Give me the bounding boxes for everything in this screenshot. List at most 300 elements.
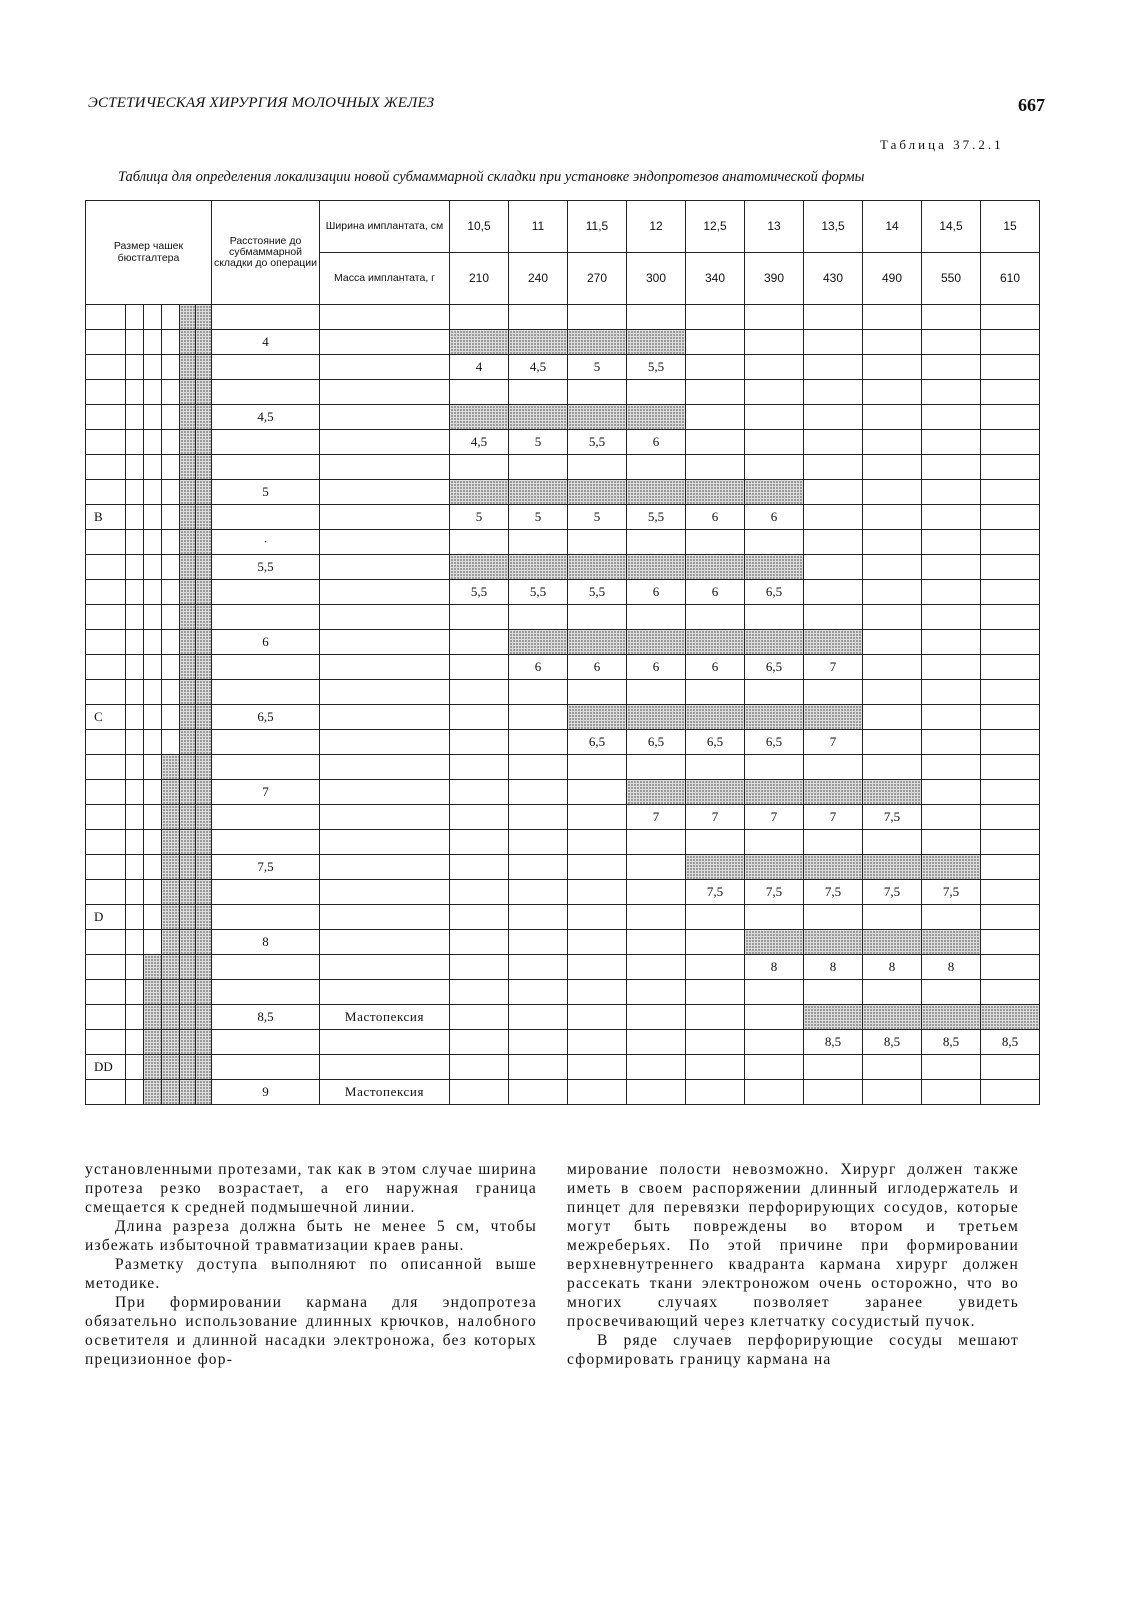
value-cell [745,780,804,805]
value-cell [509,530,568,555]
distance-cell [212,1055,320,1080]
distance-cell [212,730,320,755]
value-cell [981,755,1040,780]
value-cell [804,705,863,730]
value-cell [627,980,686,1005]
value-cell [981,605,1040,630]
distance-cell [212,505,320,530]
table-row [86,830,1040,855]
value-cell: 7 [804,655,863,680]
table-row [86,1080,1040,1105]
cup-size-cell [86,305,126,330]
value-cell [922,530,981,555]
stripe-cell [162,1055,180,1080]
header-width: 13 [745,201,804,253]
stripe-cell [196,930,212,955]
value-cell [863,905,922,930]
table-row [86,930,1040,955]
stripe-cell [180,1005,196,1030]
stripe-cell [196,355,212,380]
cup-size-cell [86,380,126,405]
value-cell [627,605,686,630]
table-row [86,705,1040,730]
value-cell [745,1055,804,1080]
value-cell [450,980,509,1005]
value-cell [509,830,568,855]
distance-cell [212,380,320,405]
value-cell [804,530,863,555]
stripe-cell [162,580,180,605]
header-width: 10,5 [450,201,509,253]
stripe-cell [126,1005,144,1030]
value-cell [568,705,627,730]
distance-cell [212,580,320,605]
body-paragraph: мирование полости невозможно. Хирург должен также иметь в своем распоряжении длинный иглодержатель и пинцет для перевязки перфорирующих сосудов, которые могут быть повреждены во втором и третьем межреберьях. По этой причине при формировании верхневнутреннего квадранта кармана хирург должен рассекать ткани электроножом очень осторожно, что во многих случаях позволяет заранее увидеть просвечивающий через клетчатку сосудистый пучок. [567,1161,1019,1330]
note-cell [320,780,450,805]
note-cell [320,855,450,880]
stripe-cell [162,755,180,780]
stripe-cell [162,380,180,405]
value-cell [745,530,804,555]
stripe-cell [144,480,162,505]
value-cell [804,380,863,405]
note-cell [320,555,450,580]
value-cell [627,630,686,655]
stripe-cell [180,805,196,830]
value-cell [686,405,745,430]
value-cell [509,1005,568,1030]
stripe-cell [180,880,196,905]
value-cell: 5 [568,355,627,380]
value-cell [863,1055,922,1080]
stripe-cell [144,780,162,805]
note-cell [320,630,450,655]
table-row [86,855,1040,880]
header-width: 14,5 [922,201,981,253]
value-cell [568,880,627,905]
stripe-cell [162,455,180,480]
note-cell [320,755,450,780]
note-cell [320,480,450,505]
stripe-cell [162,1030,180,1055]
value-cell [922,355,981,380]
cup-size-cell [86,430,126,455]
stripe-cell [126,355,144,380]
value-cell [922,455,981,480]
note-cell [320,705,450,730]
value-cell [450,755,509,780]
stripe-cell [126,930,144,955]
stripe-cell [144,1080,162,1105]
value-cell [450,730,509,755]
value-cell [922,655,981,680]
stripe-cell [162,1080,180,1105]
stripe-cell [162,630,180,655]
stripe-cell [144,355,162,380]
value-cell [922,730,981,755]
stripe-cell [180,355,196,380]
note-cell [320,1055,450,1080]
table-row [86,355,1040,380]
stripe-cell [180,1055,196,1080]
table-row [86,480,1040,505]
value-cell: 6 [568,655,627,680]
value-cell [509,805,568,830]
value-cell [922,1055,981,1080]
value-cell: 5,5 [509,580,568,605]
stripe-cell [144,530,162,555]
value-cell [981,580,1040,605]
cup-size-cell [86,730,126,755]
note-cell [320,930,450,955]
value-cell [627,555,686,580]
stripe-cell [126,705,144,730]
value-cell [981,655,1040,680]
value-cell: 6 [627,580,686,605]
stripe-cell [196,505,212,530]
value-cell [627,480,686,505]
value-cell [981,730,1040,755]
value-cell [686,980,745,1005]
value-cell [568,480,627,505]
distance-cell: 5 [212,480,320,505]
value-cell [804,1005,863,1030]
stripe-cell [196,455,212,480]
value-cell [981,480,1040,505]
header-mass-label: Масса имплантата, г [320,253,450,305]
distance-cell: 9 [212,1080,320,1105]
distance-cell [212,805,320,830]
value-cell [863,855,922,880]
value-cell [686,1055,745,1080]
cup-size-cell [86,405,126,430]
value-cell [804,605,863,630]
cup-size-cell [86,1030,126,1055]
value-cell [509,980,568,1005]
stripe-cell [180,930,196,955]
value-cell [627,1080,686,1105]
header-mass: 610 [981,253,1040,305]
stripe-cell [126,980,144,1005]
value-cell [686,1005,745,1030]
value-cell [863,705,922,730]
stripe-cell [180,1080,196,1105]
value-cell [686,530,745,555]
value-cell [686,755,745,780]
note-cell [320,355,450,380]
value-cell [745,330,804,355]
table-body [86,305,1040,1105]
value-cell [922,980,981,1005]
value-cell: 5 [450,505,509,530]
stripe-cell [180,405,196,430]
cup-size-cell [86,880,126,905]
note-cell [320,830,450,855]
stripe-cell [196,1080,212,1105]
stripe-cell [196,605,212,630]
cup-size-cell [86,530,126,555]
value-cell [450,855,509,880]
table-row [86,430,1040,455]
value-cell [981,455,1040,480]
value-cell [627,930,686,955]
value-cell [863,380,922,405]
value-cell [981,1055,1040,1080]
distance-cell [212,655,320,680]
value-cell: 8 [804,955,863,980]
value-cell [568,930,627,955]
value-cell [450,805,509,830]
value-cell [922,580,981,605]
value-cell [922,555,981,580]
distance-cell: 8 [212,930,320,955]
value-cell: 6,5 [627,730,686,755]
value-cell [450,305,509,330]
value-cell [450,680,509,705]
value-cell: 6 [686,655,745,680]
table-row [86,905,1040,930]
stripe-cell [180,705,196,730]
stripe-cell [126,880,144,905]
value-cell [568,830,627,855]
table-row [86,555,1040,580]
value-cell [981,880,1040,905]
header-mass: 490 [863,253,922,305]
value-cell [863,405,922,430]
cup-size-cell [86,680,126,705]
cup-size-cell [86,805,126,830]
cup-size-cell: D [86,905,126,930]
stripe-cell [196,730,212,755]
value-cell [922,780,981,805]
stripe-cell [162,1005,180,1030]
value-cell [922,755,981,780]
value-cell [568,805,627,830]
stripe-cell [126,630,144,655]
stripe-cell [144,580,162,605]
value-cell [863,505,922,530]
header-mass: 550 [922,253,981,305]
value-cell [450,405,509,430]
value-cell [568,780,627,805]
value-cell [627,1005,686,1030]
value-cell: 5,5 [568,580,627,605]
stripe-cell [144,830,162,855]
value-cell: 7 [686,805,745,830]
stripe-cell [196,905,212,930]
value-cell [863,830,922,855]
value-cell [686,305,745,330]
note-cell [320,880,450,905]
value-cell [745,755,804,780]
value-cell [450,930,509,955]
stripe-cell [196,880,212,905]
value-cell [981,955,1040,980]
stripe-cell [196,1030,212,1055]
value-cell [745,555,804,580]
cup-size-cell [86,780,126,805]
value-cell [804,405,863,430]
value-cell [863,780,922,805]
value-cell [804,480,863,505]
stripe-cell [126,305,144,330]
value-cell [450,780,509,805]
stripe-cell [126,830,144,855]
stripe-cell [144,555,162,580]
header-width: 12,5 [686,201,745,253]
value-cell [568,855,627,880]
value-cell [804,905,863,930]
value-cell [509,855,568,880]
stripe-cell [126,805,144,830]
value-cell [981,930,1040,955]
value-cell [450,605,509,630]
cup-size-cell [86,455,126,480]
value-cell [981,805,1040,830]
value-cell [981,980,1040,1005]
value-cell [981,380,1040,405]
stripe-cell [126,680,144,705]
stripe-cell [196,555,212,580]
value-cell [627,880,686,905]
stripe-cell [180,755,196,780]
distance-cell: 4 [212,330,320,355]
value-cell [745,855,804,880]
value-cell [745,1030,804,1055]
note-cell [320,505,450,530]
stripe-cell [162,505,180,530]
value-cell [450,530,509,555]
value-cell: 6,5 [745,655,804,680]
note-cell [320,980,450,1005]
value-cell: 8,5 [863,1030,922,1055]
stripe-cell [144,605,162,630]
value-cell [922,705,981,730]
value-cell: 4 [450,355,509,380]
stripe-cell [144,1055,162,1080]
cup-size-cell: DD [86,1055,126,1080]
value-cell [627,855,686,880]
value-cell [981,905,1040,930]
table-row [86,755,1040,780]
value-cell [568,955,627,980]
value-cell [981,330,1040,355]
distance-cell [212,1030,320,1055]
value-cell [627,330,686,355]
stripe-cell [162,530,180,555]
value-cell [804,455,863,480]
value-cell [981,530,1040,555]
value-cell [745,455,804,480]
stripe-cell [196,430,212,455]
table-caption: Таблица для определения локализации новой субмаммарной складки при установке эндопротезов анатомической формы [118,169,865,185]
value-cell: 5 [509,430,568,455]
value-cell: 6 [627,655,686,680]
header-width: 13,5 [804,201,863,253]
value-cell [627,780,686,805]
value-cell [450,630,509,655]
stripe-cell [180,830,196,855]
value-cell [509,905,568,930]
value-cell [627,1030,686,1055]
stripe-cell [196,330,212,355]
stripe-cell [196,805,212,830]
value-cell [509,380,568,405]
value-cell [686,680,745,705]
value-cell [745,905,804,930]
table-row [86,455,1040,480]
body-paragraph: Длина разреза должна быть не менее 5 см, чтобы избежать избыточной травматизации краев раны. [85,1218,537,1254]
distance-cell [212,680,320,705]
value-cell [627,305,686,330]
stripe-cell [180,855,196,880]
value-cell [627,405,686,430]
value-cell [981,405,1040,430]
stripe-cell [126,505,144,530]
stripe-cell [162,330,180,355]
distance-cell [212,430,320,455]
value-cell [627,530,686,555]
value-cell: 6,5 [568,730,627,755]
value-cell [922,430,981,455]
value-cell: 7 [745,805,804,830]
value-cell [922,830,981,855]
table-row [86,305,1040,330]
value-cell [922,1005,981,1030]
value-cell [745,605,804,630]
note-cell [320,580,450,605]
value-cell: 8,5 [804,1030,863,1055]
stripe-cell [180,630,196,655]
stripe-cell [162,730,180,755]
value-cell [804,755,863,780]
value-cell [863,655,922,680]
value-cell [922,855,981,880]
stripe-cell [162,980,180,1005]
stripe-cell [144,955,162,980]
value-cell [981,1080,1040,1105]
note-cell [320,655,450,680]
value-cell [568,455,627,480]
distance-cell [212,980,320,1005]
value-cell: 7,5 [804,880,863,905]
value-cell [863,980,922,1005]
value-cell: 7,5 [686,880,745,905]
stripe-cell [180,580,196,605]
value-cell [450,830,509,855]
value-cell: 4,5 [509,355,568,380]
cup-size-cell [86,555,126,580]
value-cell [863,630,922,655]
value-cell: 6 [686,505,745,530]
value-cell [804,330,863,355]
value-cell: 6 [627,430,686,455]
value-cell [686,480,745,505]
stripe-cell [196,980,212,1005]
value-cell [450,380,509,405]
stripe-cell [162,605,180,630]
value-cell [804,1080,863,1105]
value-cell [686,905,745,930]
value-cell [568,1080,627,1105]
value-cell [981,305,1040,330]
value-cell [509,880,568,905]
value-cell [450,880,509,905]
value-cell [450,1055,509,1080]
value-cell [450,705,509,730]
stripe-cell [196,830,212,855]
value-cell [804,305,863,330]
